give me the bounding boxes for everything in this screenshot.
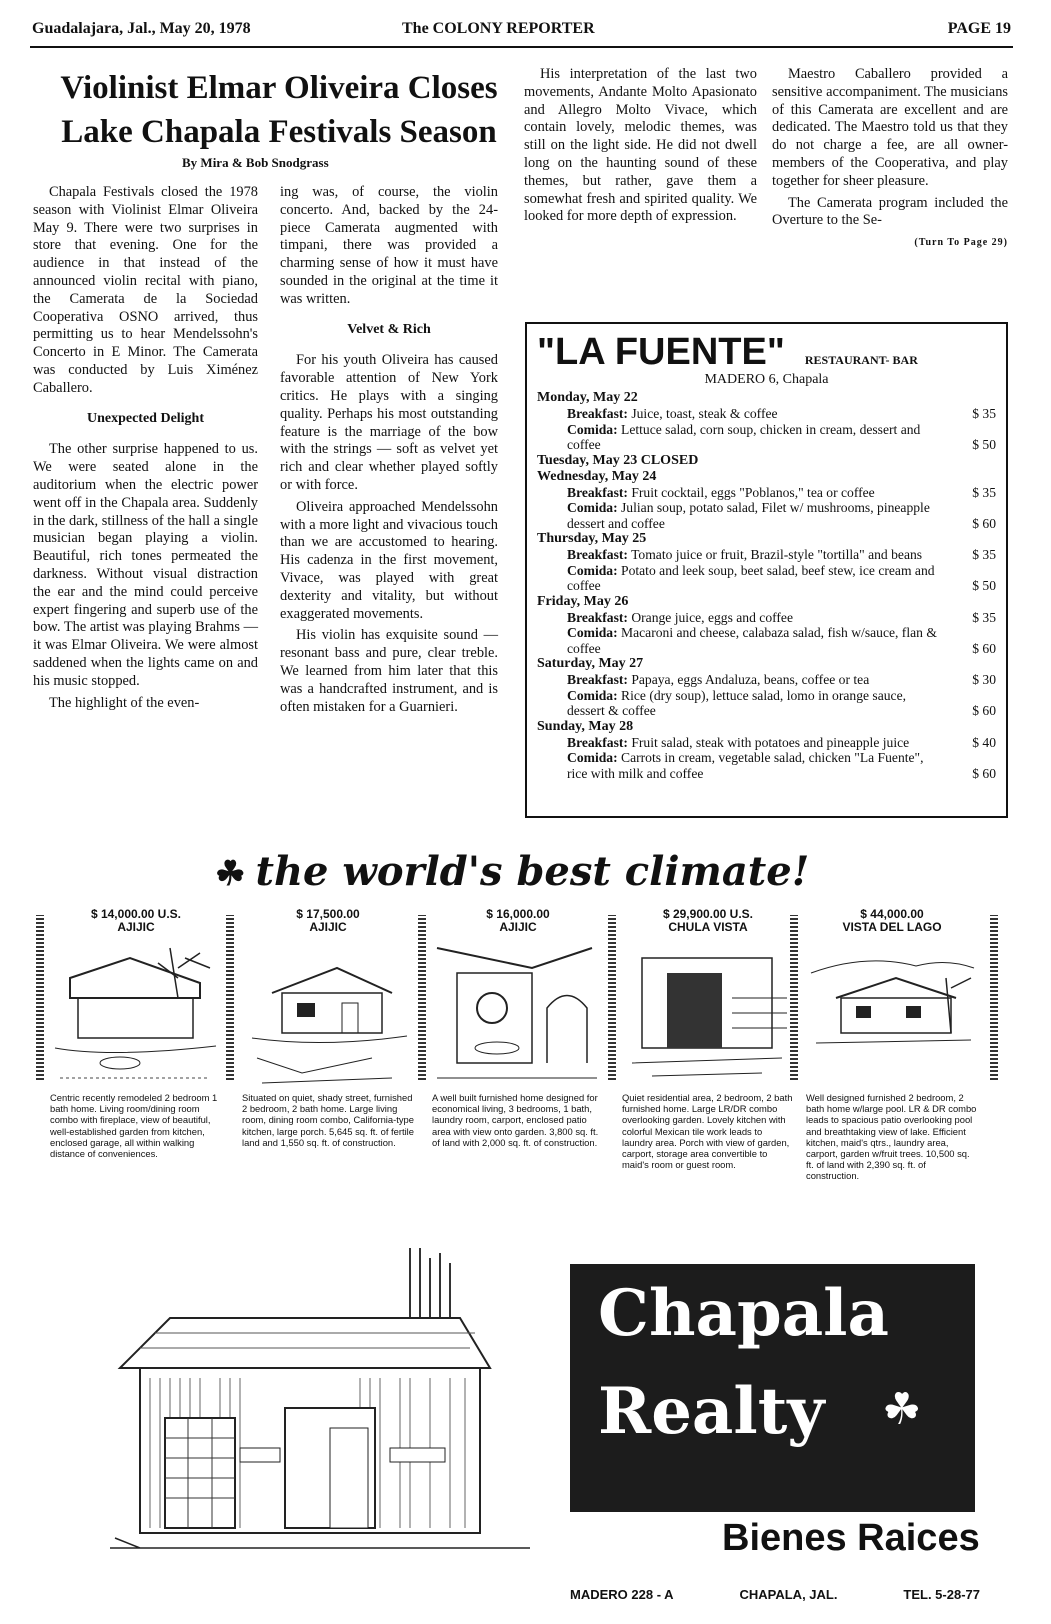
menu-breakfast-row: [537, 672, 996, 688]
menu-meal-description: [567, 672, 937, 688]
masthead-page-number: PAGE 19: [947, 20, 1011, 37]
article-subhead: Unexpected Delight: [86, 410, 205, 426]
article-paragraph: ing was, of course, the violin concerto. And, backed by the 24-piece Camerata augmented with timpani, there was provided a charming sense of how it must have sounded in the original at the time it was written.: [280, 184, 498, 307]
menu-meal-text: Julian soup, potato salad, Filet w/ mushrooms, pineapple dessert and coffee: [567, 500, 930, 531]
property-listing: [616, 908, 800, 1170]
menu-meal-price: $ 60: [972, 765, 996, 781]
realty-city: CHAPALA, JAL.: [739, 1587, 838, 1602]
article-paragraph: The highlight of the even-: [49, 694, 200, 711]
menu-meal-price: $ 35: [972, 406, 996, 421]
menu-breakfast-row: [537, 485, 996, 501]
menu-meal-text: Lettuce salad, corn soup, chicken in cream, dessert and coffee: [567, 421, 921, 452]
menu-meal-description: [567, 688, 937, 719]
menu-meal-description: [567, 500, 937, 531]
menu-meal-price: $ 60: [972, 515, 996, 531]
listing-town: AJIJIC: [117, 920, 155, 934]
menu-breakfast-row: [537, 547, 996, 563]
listing-description: Well designed furnished 2 bedroom, 2 bath home w/large pool. LR & DR combo leads to spacious patio overlooking pool and breathtaking view of lake. Efficient kitchen, maid's qtrs., laundry area, carport, garden w/fruit trees. 10,500 sq. ft. of land with 2,390 sq. ft. of construction.: [806, 1092, 977, 1182]
menu-breakfast-row: [537, 610, 996, 626]
brand-line-1: Chapala: [598, 1276, 889, 1351]
article-column-3: [524, 66, 757, 230]
clover-icon: ☘: [215, 854, 246, 894]
menu-breakfast-row: [537, 406, 996, 422]
jump-line: (Turn To Page 29): [914, 237, 1008, 249]
article-byline: By Mira & Bob Snodgrass: [182, 155, 329, 170]
listing-price: $ 29,900.00 U.S.: [662, 907, 754, 921]
menu-restaurant-name: "LA FUENTE": [537, 331, 785, 373]
menu-meal-label: Breakfast:: [567, 609, 628, 625]
menu-meal-text: Rice (dry soup), lettuce salad, lomo in orange sauce, dessert & coffee: [567, 687, 907, 718]
realty-contact-line: [570, 1587, 980, 1602]
slogan-text: the world's best climate!: [255, 848, 810, 895]
menu-meal-text: Potato and leek soup, beet salad, beef stew, ice cream and coffee: [567, 562, 935, 593]
menu-meal-description: [567, 625, 937, 656]
article-paragraph: His interpretation of the last two movements, Andante Molto Apasionato and Allegro Molto Vivace, which contain lovely, melodic themes, was still on the light side. He did not dwell long on the haunting sound of these themes, but rather, gave them a somewhat fresh and spirited quality. We looked for more depth of expression.: [524, 66, 757, 225]
article-paragraph: His violin has exquisite sound — resonant bass and pure, clear treble. We learned from him later that this was a handcrafted instrument, and is often mistaken for a Guarnieri.: [280, 627, 498, 715]
menu-meal-price: $ 40: [972, 734, 996, 750]
property-listing: [800, 908, 984, 1182]
article-paragraph: The other surprise happened to us. We were seated alone in the auditorium when the electric power went off in the Chapala area. Suddenly in the dark, stillness of the hall a single musician began playing a violin. Beautiful, rich tones permeated the darkness. Without visual distraction the ear and the mind could perceive expert fingering and superb use of the bow. The artist was playing Brahms — it was Elmar Oliveira. We were almost saddened when the lights came on and his music stopped.: [33, 441, 259, 689]
article-paragraph: The Camerata program included the Overture to the Se-: [772, 194, 1008, 229]
menu-day-heading: Friday, May 26: [537, 593, 629, 609]
brand-subtitle: Bienes Raices: [722, 1517, 980, 1559]
menu-meal-label: Breakfast:: [567, 484, 628, 500]
menu-meal-label: Breakfast:: [567, 547, 628, 562]
headline-line-1: Violinist Elmar Oliveira Closes: [60, 70, 498, 106]
menu-meal-description: [567, 406, 937, 422]
property-listing: [426, 908, 610, 1148]
article-column-2: [280, 184, 498, 720]
menu-meal-text: Macaroni and cheese, calabaza salad, fish w/sauce, flan & coffee: [567, 625, 937, 656]
menu-meal-label: Breakfast:: [567, 734, 628, 750]
menu-meal-text: Fruit cocktail, eggs "Poblanos," tea or coffee: [631, 484, 875, 500]
article-paragraph: Chapala Festivals closed the 1978 season with Violinist Elmar Oliveira May 9. There were two surprises in store that evening. One for the audience in that instead of the announced violin recital with piano, the Camerata de la Sociedad Cooperativa OSNO arrived, thus permitting us to hear Mendelssohn's Concerto in E Minor. The Camerata was conducted by Luis Ximénez Caballero.: [33, 184, 258, 396]
menu-meal-description: [567, 485, 937, 501]
menu-meal-label: Comida:: [567, 687, 618, 703]
masthead-dateline: Guadalajara, Jal., May 20, 1978: [32, 20, 251, 37]
chapala-realty-logo: [570, 1264, 975, 1512]
menu-restaurant-tag: RESTAURANT- BAR: [804, 353, 918, 367]
realty-phone: TEL. 5-28-77: [903, 1587, 980, 1602]
menu-meal-price: $ 50: [972, 437, 996, 452]
menu-day-heading: Saturday, May 27: [537, 656, 644, 671]
menu-day-heading: Thursday, May 25: [537, 531, 647, 546]
menu-meal-price: $ 30: [972, 672, 996, 687]
house-illustration-icon: [110, 1248, 540, 1568]
menu-meal-description: [567, 750, 937, 781]
house-sketch-icon: [806, 938, 978, 1088]
listing-town: VISTA DEL LAGO: [842, 920, 942, 934]
menu-comida-row: [537, 625, 996, 656]
property-listing: [44, 908, 228, 1159]
listing-town: AJIJIC: [309, 920, 347, 934]
decorative-border: [990, 915, 998, 1080]
menu-comida-row: [537, 688, 996, 719]
menu-meal-text: Carrots in cream, vegetable salad, chicken "La Fuente", rice with milk and coffee: [567, 750, 924, 781]
menu-meal-text: Orange juice, eggs and coffee: [631, 609, 793, 625]
menu-meal-label: Comida:: [567, 625, 618, 640]
menu-breakfast-row: [537, 735, 996, 751]
headline-line-2: Lake Chapala Festivals Season: [61, 114, 497, 150]
property-listing: [236, 908, 420, 1148]
menu-meal-label: Comida:: [567, 562, 618, 578]
article-paragraph: Maestro Caballero provided a sensitive accompaniment. The musicians of this Camerata are excellent and are dedicated. The Maestro told us that they do not charge a fee, are all owner-members of the Cooperativa, and play together for sheer pleasure.: [772, 66, 1008, 189]
article-column-1: [33, 184, 258, 716]
article-column-4: [772, 66, 1008, 252]
listing-price: $ 44,000.00: [860, 907, 924, 921]
menu-meal-description: [567, 422, 937, 453]
article-paragraph: Oliveira approached Mendelssohn with a more light and vivacious touch than we are accustomed to hearing. His cadenza in the first movement, Vivace, was played with great dexterity and vitality, but without exaggerated movements.: [280, 498, 498, 622]
listing-description: Centric recently remodeled 2 bedroom 1 bath home. Living room/dining room combo with fireplace, view of beautiful, well-established garden from kitchen, enclosed garage, all within walking distance of conveniences.: [50, 1092, 218, 1160]
menu-day-heading: Monday, May 22: [537, 390, 638, 405]
menu-meal-description: [567, 563, 937, 594]
listing-town: CHULA VISTA: [668, 920, 748, 934]
menu-comida-row: [537, 563, 996, 594]
listing-description: Situated on quiet, shady street, furnished 2 bedroom, 2 bath home. Large living room, dining room combo, California-type kitchen, large porch. 5,645 sq. ft. of fertile land and 1,550 sq. ft. of construction.: [242, 1092, 414, 1148]
house-sketch-icon: [622, 938, 794, 1088]
menu-meal-label: Comida:: [567, 421, 618, 437]
menu-meal-price: $ 60: [972, 640, 996, 656]
la-fuente-menu-ad: [525, 322, 1008, 818]
menu-meal-price: $ 50: [972, 578, 996, 593]
menu-meal-text: Tomato juice or fruit, Brazil-style "tortilla" and beans: [631, 547, 923, 562]
menu-meal-label: Breakfast:: [567, 406, 628, 421]
menu-meal-label: Comida:: [567, 750, 618, 765]
menu-meal-label: Comida:: [567, 500, 618, 515]
listing-description: Quiet residential area, 2 bedroom, 2 bath furnished home. Large LR/DR combo overlooking garden. Lovely kitchen with colorful Mexican tile work leads to laundry area. Porch with view of garden, carport, storage area convertible to maid's room or guest room.: [622, 1092, 793, 1171]
masthead: [30, 18, 1013, 48]
brand-line-2: Realty: [598, 1374, 825, 1449]
menu-day-list: [537, 390, 996, 781]
menu-day-heading: Sunday, May 28: [537, 718, 634, 734]
clover-icon: ☘: [882, 1384, 922, 1435]
menu-meal-price: $ 60: [972, 703, 996, 718]
menu-meal-text: Juice, toast, steak & coffee: [631, 406, 778, 421]
menu-meal-price: $ 35: [972, 547, 996, 562]
menu-day-heading: Wednesday, May 24: [537, 468, 657, 484]
article-subhead: Velvet & Rich: [347, 321, 431, 337]
house-sketch-icon: [50, 938, 222, 1088]
menu-address: MADERO 6, Chapala: [704, 372, 829, 387]
menu-meal-price: $ 35: [972, 484, 996, 500]
menu-meal-label: Breakfast:: [567, 672, 628, 687]
menu-meal-description: [567, 547, 937, 563]
menu-comida-row: [537, 500, 996, 531]
house-sketch-icon: [242, 938, 414, 1088]
listing-price: $ 16,000.00: [486, 907, 550, 921]
decorative-border: [36, 915, 44, 1080]
listing-price: $ 14,000.00 U.S.: [90, 907, 182, 921]
menu-comida-row: [537, 750, 996, 781]
masthead-paper-name: The COLONY REPORTER: [402, 20, 595, 37]
listing-price: $ 17,500.00: [296, 907, 360, 921]
menu-day-heading: Tuesday, May 23 CLOSED: [537, 452, 699, 468]
realty-address: MADERO 228 - A: [570, 1587, 674, 1602]
realty-slogan: [215, 848, 809, 895]
menu-meal-description: [567, 610, 937, 626]
article-headline: [40, 66, 518, 154]
menu-meal-price: $ 35: [972, 609, 996, 625]
article-paragraph: For his youth Oliveira has caused favorable attention of New York critics. He plays with a singing quality. Perhaps his most outstanding feature is the marriage of the bow with the strings — soft as velvet yet rich and clear whether played softly or with force.: [280, 352, 498, 493]
menu-meal-description: [567, 735, 937, 751]
menu-comida-row: [537, 422, 996, 453]
listing-description: A well built furnished home designed for economical living, 3 bedrooms, 1 bath, laundry room, carport, enclosed patio area with view onto garden. 3,800 sq. ft. of land with 2,000 sq. ft. of construction.: [432, 1092, 599, 1148]
menu-meal-text: Papaya, eggs Andaluza, beans, coffee or tea: [631, 672, 870, 687]
listing-town: AJIJIC: [499, 920, 537, 934]
menu-meal-text: Fruit salad, steak with potatoes and pineapple juice: [631, 734, 910, 750]
house-sketch-icon: [432, 938, 604, 1088]
